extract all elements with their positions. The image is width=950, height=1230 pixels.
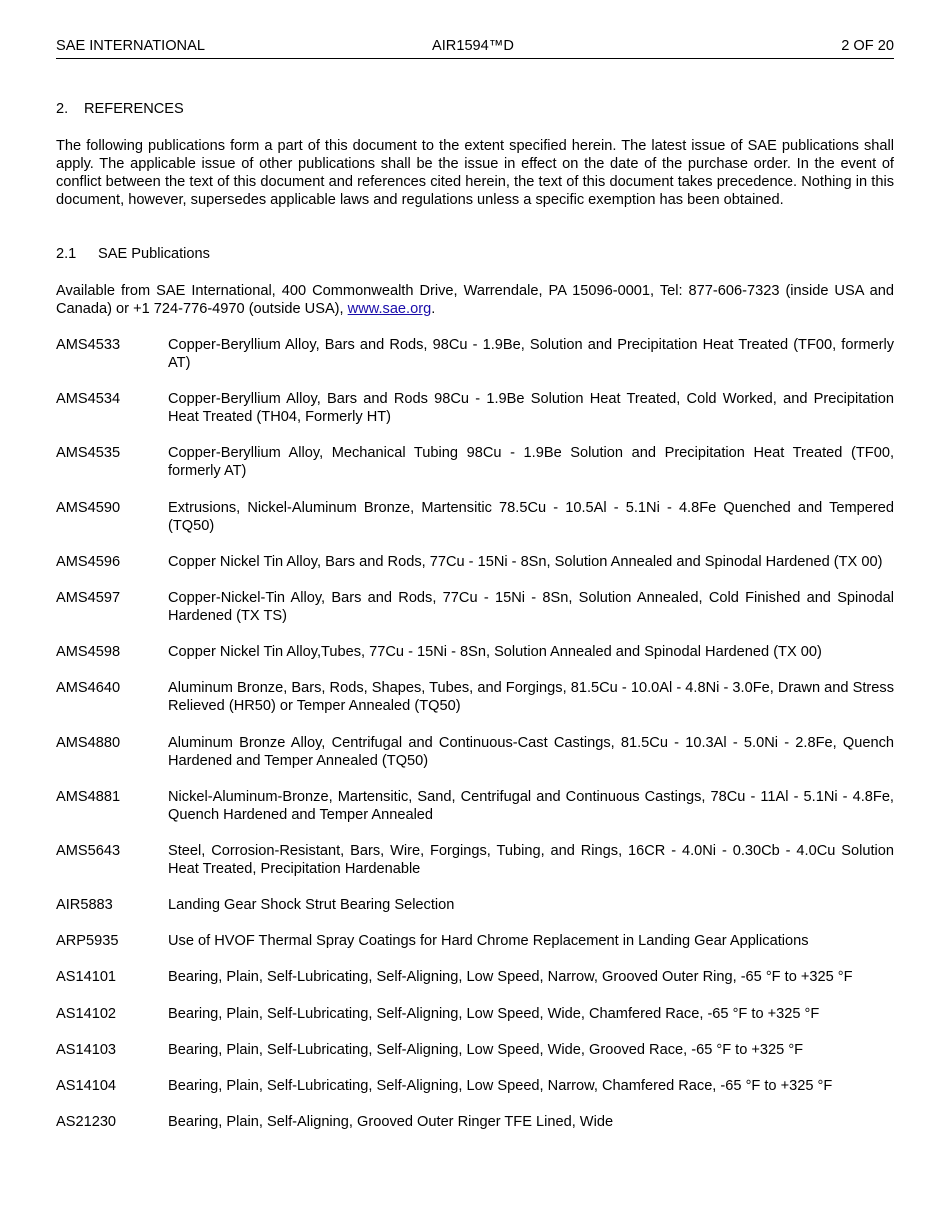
subsection-number: 2.1 (56, 246, 77, 262)
reference-title: Copper-Beryllium Alloy, Bars and Rods, 98Cu - 1.9Be, Solution and Precipitation Heat Treated (TF00, formerly AT) (168, 337, 894, 371)
reference-item (56, 842, 894, 878)
reference-code: AMS4640 (56, 680, 121, 697)
reference-code: AMS4880 (56, 734, 121, 751)
header-document-id: AIR1594™D (432, 38, 514, 54)
reference-code: AMS4535 (56, 445, 121, 462)
reference-code: AMS4598 (56, 644, 121, 661)
reference-title: Aluminum Bronze Alloy, Centrifugal and Continuous-Cast Castings, 81.5Cu - 10.3Al - 5.0Ni - 2.8Fe, Quench Hardened and Temper Annealed (TQ50) (168, 734, 894, 769)
reference-item (56, 679, 894, 715)
reference-code: AMS4597 (56, 589, 121, 606)
intro-paragraph: The following publications form a part of this document to the extent specified herein. The latest issue of SAE publications shall apply. The applicable issue of other publications shall be the issue in effect on the date of the purchase order. In the event of conflict between the text of this document and references cited herein, the text of this document takes precedence. Nothing in this document, however, supersedes applicable laws and regulations unless a specific exemption has been obtained. (56, 138, 894, 208)
reference-item (56, 968, 894, 986)
page-header (56, 38, 894, 59)
reference-code: AS14102 (56, 1005, 117, 1022)
availability-text: Available from SAE International, 400 Commonwealth Drive, Warrendale, PA 15096-0001, Tel: 877-606-7323 (inside USA and Canada) or +1 724-776-4970 (outside USA), (56, 283, 894, 317)
reference-list (56, 336, 894, 1149)
reference-title: Copper Nickel Tin Alloy, Bars and Rods, 77Cu - 15Ni - 8Sn, Solution Annealed and Spinodal Hardened (TX 00) (168, 553, 883, 570)
reference-title: Bearing, Plain, Self-Aligning, Grooved Outer Ringer TFE Lined, Wide (168, 1114, 614, 1131)
reference-code: AS14104 (56, 1078, 117, 1094)
reference-title: Copper-Beryllium Alloy, Bars and Rods 98Cu - 1.9Be Solution Heat Treated, Cold Worked, and Precipitation Heat Treated (TH04, Formerly HT) (168, 391, 894, 426)
reference-title: Bearing, Plain, Self-Lubricating, Self-Aligning, Low Speed, Wide, Grooved Race, -65 °F to +325 °F (168, 1041, 804, 1058)
subsection-heading (56, 246, 210, 262)
reference-code: AMS4596 (56, 553, 121, 570)
reference-code: AMS5643 (56, 842, 121, 859)
reference-item (56, 788, 894, 824)
reference-title: Copper-Nickel-Tin Alloy, Bars and Rods, 77Cu - 15Ni - 8Sn, Solution Annealed, Cold Finished and Spinodal Hardened (TX TS) (168, 589, 894, 624)
reference-item (56, 499, 894, 535)
reference-title: Copper-Beryllium Alloy, Mechanical Tubing 98Cu - 1.9Be Solution and Precipitation Heat Treated (TF00, formerly AT) (168, 445, 894, 480)
reference-title: Nickel-Aluminum-Bronze, Martensitic, Sand, Centrifugal and Continuous Castings, 78Cu - 11Al - 5.1Ni - 4.8Fe, Quench Hardened and Temper Annealed (168, 788, 894, 823)
reference-code: AIR5883 (56, 897, 113, 914)
header-page-number: 2 OF 20 (841, 38, 894, 54)
header-organization: SAE INTERNATIONAL (56, 38, 205, 54)
reference-title: Extrusions, Nickel-Aluminum Bronze, Martensitic 78.5Cu - 10.5Al - 5.1Ni - 4.8Fe Quenched and Tempered (TQ50) (168, 499, 894, 534)
reference-code: AS21230 (56, 1114, 117, 1131)
reference-item (56, 1077, 894, 1095)
reference-item (56, 896, 894, 914)
reference-item (56, 336, 894, 372)
availability-paragraph (56, 282, 894, 318)
reference-code: AMS4590 (56, 499, 121, 516)
section-title: REFERENCES (84, 101, 184, 117)
reference-item (56, 734, 894, 770)
reference-title: Steel, Corrosion-Resistant, Bars, Wire, Forgings, Tubing, and Rings, 16CR - 4.0Ni - 0.30Cb - 4.0Cu Solution Heat Treated, Precipitation Hardenable (168, 842, 894, 877)
sae-website-link[interactable]: www.sae.org (347, 301, 432, 317)
reference-item (56, 643, 894, 661)
reference-title: Aluminum Bronze, Bars, Rods, Shapes, Tubes, and Forgings, 81.5Cu - 10.0Al - 4.8Ni - 3.0Fe, Drawn and Stress Relieved (HR50) or Temper Annealed (TQ50) (168, 680, 894, 715)
reference-code: AS14103 (56, 1041, 117, 1058)
subsection-title: SAE Publications (98, 246, 210, 262)
reference-item (56, 390, 894, 426)
reference-title: Use of HVOF Thermal Spray Coatings for Hard Chrome Replacement in Landing Gear Applications (168, 933, 809, 950)
reference-code: AMS4534 (56, 391, 121, 408)
reference-code: AS14101 (56, 969, 117, 986)
reference-title: Bearing, Plain, Self-Lubricating, Self-Aligning, Low Speed, Wide, Chamfered Race, -65 °F to +325 °F (168, 1005, 820, 1022)
section-heading (56, 101, 184, 117)
reference-code: AMS4533 (56, 337, 121, 353)
availability-end: . (431, 301, 436, 317)
reference-item (56, 1113, 894, 1131)
reference-item (56, 1005, 894, 1023)
reference-title: Landing Gear Shock Strut Bearing Selection (168, 897, 455, 914)
reference-title: Bearing, Plain, Self-Lubricating, Self-Aligning, Low Speed, Narrow, Chamfered Race, -65 °F to +325 °F (168, 1078, 833, 1094)
reference-title: Bearing, Plain, Self-Lubricating, Self-Aligning, Low Speed, Narrow, Grooved Outer Ring, -65 °F to +325 °F (168, 969, 853, 986)
reference-item (56, 589, 894, 625)
reference-item (56, 1041, 894, 1059)
reference-code: AMS4881 (56, 788, 121, 805)
reference-title: Copper Nickel Tin Alloy,Tubes, 77Cu - 15Ni - 8Sn, Solution Annealed and Spinodal Hardened (TX 00) (168, 644, 822, 661)
reference-item (56, 444, 894, 480)
section-number: 2. (56, 101, 69, 117)
reference-code: ARP5935 (56, 933, 119, 950)
reference-item (56, 553, 894, 571)
reference-item (56, 932, 894, 950)
